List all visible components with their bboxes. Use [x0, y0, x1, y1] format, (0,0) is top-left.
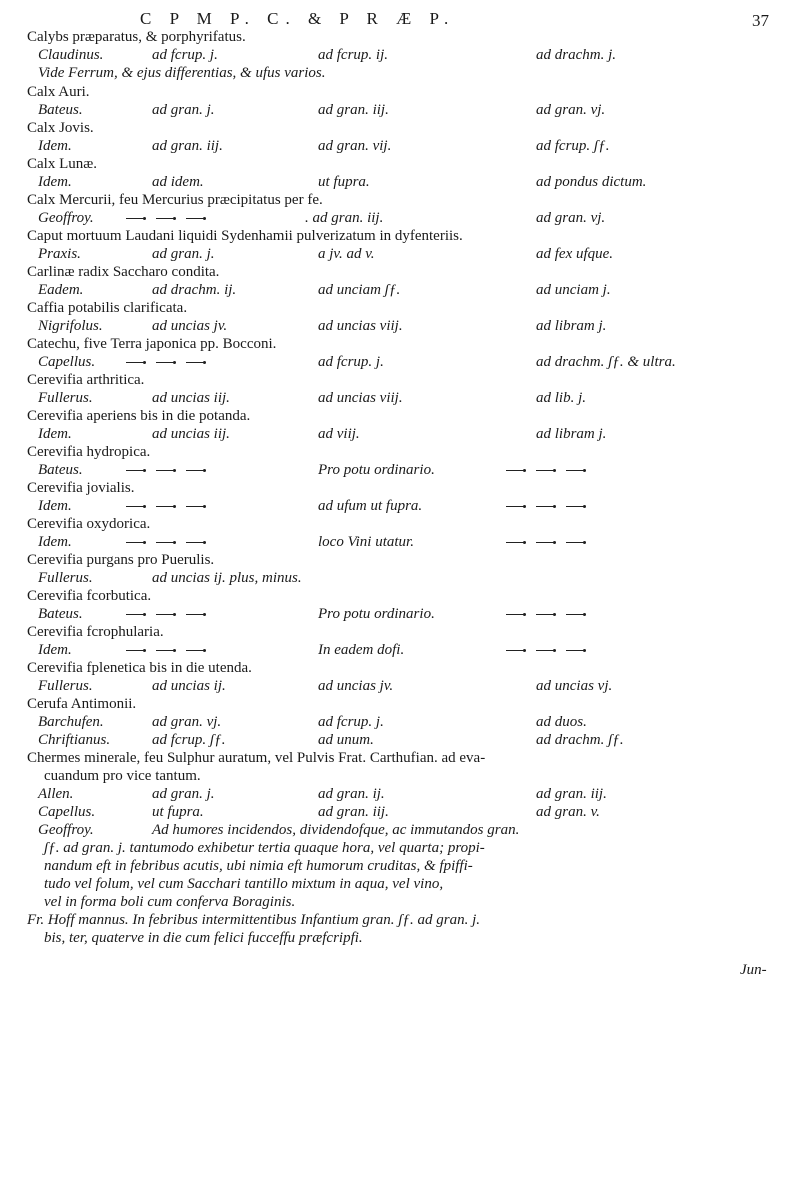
dash-rule — [500, 642, 590, 659]
paragraph-line: Fr. Hoff mannus. In febribus intermittentibus Infantium gran. ʃƒ. ad gran. j. — [27, 912, 481, 928]
dose: ad drachm. ʃƒ. & ultra. — [536, 354, 676, 370]
entry-heading: Cerevifia aperiens bis in die potanda. — [27, 408, 251, 424]
dose: ad uncias iij. — [152, 390, 230, 406]
dose: ad fcrup. ʃƒ. — [536, 138, 610, 154]
dose: ut fupra. — [152, 804, 204, 820]
page-number: 37 — [752, 11, 769, 30]
dose: ad fcrup. j. — [318, 714, 384, 730]
author: Idem. — [38, 426, 72, 442]
author: Geoffroy. — [38, 210, 94, 226]
dose: ad gran. iij. — [318, 102, 389, 118]
dose: ad fcrup. ij. — [318, 47, 388, 63]
dose: ad drachm. j. — [536, 47, 616, 63]
cross-reference: Vide Ferrum, & ejus differentias, & ufus varios. — [38, 65, 326, 81]
entry-heading: Cerevifia fcorbutica. — [27, 588, 152, 604]
author: Praxis. — [38, 246, 81, 262]
dash-rule — [120, 210, 210, 227]
dose: ad gran. j. — [152, 246, 215, 262]
dose: ad libram j. — [536, 318, 607, 334]
paragraph-line: ʃƒ. ad gran. j. tantumodo exhibetur tertia quaque hora, vel quarta; propi- — [44, 840, 485, 856]
usage-note: In eadem dofi. — [318, 642, 405, 658]
dose: ad uncias vj. — [536, 678, 613, 694]
dose: ad pondus dictum. — [536, 174, 647, 190]
author: Idem. — [38, 642, 72, 658]
dose: ad gran. iij. — [536, 786, 607, 802]
dash-rule — [120, 354, 210, 371]
dash-rule — [120, 462, 210, 479]
dose: ad lib. j. — [536, 390, 587, 406]
dose: ad gran. iij. — [152, 138, 223, 154]
entry-heading: Carlinæ radix Saccharo condita. — [27, 264, 220, 280]
entry-heading: Caput mortuum Laudani liquidi Sydenhamii pulverizatum in dyfenteriis. — [27, 228, 463, 244]
author: Geoffroy. — [38, 822, 94, 838]
dash-rule — [120, 606, 210, 623]
author: Idem. — [38, 174, 72, 190]
dose: ad fcrup. j. — [152, 47, 218, 63]
entry-heading: Cerevifia hydropica. — [27, 444, 151, 460]
entry-heading: Cerevifia fplenetica bis in die utenda. — [27, 660, 252, 676]
entry-heading: Calx Mercurii, feu Mercurius præcipitatus per fe. — [27, 192, 323, 208]
dose: ad gran. vj. — [536, 210, 606, 226]
dose: ut fupra. — [318, 174, 370, 190]
dose: ad gran. v. — [536, 804, 600, 820]
dose: ad gran. vij. — [318, 138, 392, 154]
dash-rule — [120, 498, 210, 515]
author: Nigrifolus. — [38, 318, 103, 334]
entry-heading: Calx Lunæ. — [27, 156, 97, 172]
dose: ad fcrup. j. — [318, 354, 384, 370]
dose: ad gran. ij. — [318, 786, 385, 802]
dose: ad uncias jv. — [318, 678, 394, 694]
entry-heading: Calx Jovis. — [27, 120, 94, 136]
author: Claudinus. — [38, 47, 104, 63]
author: Fullerus. — [38, 390, 93, 406]
entry-heading: Cerevifia jovialis. — [27, 480, 135, 496]
entry-heading: Cerevifia purgans pro Puerulis. — [27, 552, 215, 568]
author: Barchufen. — [38, 714, 104, 730]
dose: ad unciam j. — [536, 282, 611, 298]
catchword: Jun- — [740, 962, 767, 978]
author: Idem. — [38, 534, 72, 550]
dose: ad fcrup. ʃƒ. — [152, 732, 226, 748]
entry-heading: Catechu, five Terra japonica pp. Bocconi. — [27, 336, 277, 352]
dose: ad idem. — [152, 174, 204, 190]
paragraph-line: vel in forma boli cum conferva Boraginis. — [44, 894, 296, 910]
author: Eadem. — [38, 282, 84, 298]
dose: ad uncias ij. plus, minus. — [152, 570, 302, 586]
usage-note: Pro potu ordinario. — [318, 606, 435, 622]
dash-rule — [120, 534, 210, 551]
entry-heading: Caffia potabilis clarificata. — [27, 300, 188, 316]
dose: ad uncias viij. — [318, 318, 403, 334]
dose: ad fex ufque. — [536, 246, 614, 262]
dose: ad duos. — [536, 714, 587, 730]
author: Chriftianus. — [38, 732, 111, 748]
author: Allen. — [38, 786, 74, 802]
dose: a jv. ad v. — [318, 246, 375, 262]
dose: ad libram j. — [536, 426, 607, 442]
usage-note: loco Vini utatur. — [318, 534, 414, 550]
dose: ad uncias iij. — [152, 426, 230, 442]
author: Capellus. — [38, 354, 96, 370]
author: Fullerus. — [38, 570, 93, 586]
dose: ad gran. vj. — [536, 102, 606, 118]
dash-rule — [120, 642, 210, 659]
paragraph-line: bis, ter, quaterve in die cum felici fucceffu præfcripfi. — [44, 930, 363, 946]
dose: ad gran. j. — [152, 786, 215, 802]
usage-note: ad ufum ut fupra. — [318, 498, 423, 514]
dose: ad gran. iij. — [318, 804, 389, 820]
entry-heading: Cerevifia oxydorica. — [27, 516, 151, 532]
author: Capellus. — [38, 804, 96, 820]
usage-note: Pro potu ordinario. — [318, 462, 435, 478]
dose: ad drachm. ij. — [152, 282, 237, 298]
paragraph-line: tudo vel folum, vel cum Sacchari tantillo mixtum in aqua, vel vino, — [44, 876, 444, 892]
dose: ad drachm. ʃƒ. — [536, 732, 624, 748]
entry-heading: Cerufa Antimonii. — [27, 696, 137, 712]
dose: ad uncias ij. — [152, 678, 226, 694]
dose: ad uncias jv. — [152, 318, 228, 334]
entry-heading: Calx Auri. — [27, 84, 90, 100]
paragraph-line: nandum eft in febribus acutis, ubi nimia eft humorum cruditas, & fpiffi- — [44, 858, 473, 874]
author: Bateus. — [38, 102, 83, 118]
dose: ad viij. — [318, 426, 360, 442]
author: Idem. — [38, 138, 72, 154]
dose: ad uncias viij. — [318, 390, 403, 406]
author: Fullerus. — [38, 678, 93, 694]
dose: ad unciam ʃƒ. — [318, 282, 401, 298]
dose: ad gran. vj. — [152, 714, 222, 730]
entry-heading-continued: cuandum pro vice tantum. — [44, 768, 201, 784]
dash-rule — [500, 606, 590, 623]
entry-heading: Cerevifia fcrophularia. — [27, 624, 164, 640]
author: Bateus. — [38, 462, 83, 478]
dash-rule — [500, 498, 590, 515]
dash-rule — [500, 534, 590, 551]
paragraph-line: Ad humores incidendos, dividendofque, ac immutandos gran. — [152, 822, 520, 838]
author: Bateus. — [38, 606, 83, 622]
author: Idem. — [38, 498, 72, 514]
dash-rule — [500, 462, 590, 479]
dose: ad gran. j. — [152, 102, 215, 118]
dose: ad unum. — [318, 732, 374, 748]
entry-heading: Calybs præparatus, & porphyrifatus. — [27, 29, 246, 45]
entry-heading: Cerevifia arthritica. — [27, 372, 145, 388]
entry-heading: Chermes minerale, feu Sulphur auratum, vel Pulvis Frat. Carthufian. ad eva- — [27, 750, 486, 766]
running-title: C P M P. C. & P R Æ P. — [140, 9, 456, 28]
dose: . ad gran. iij. — [305, 210, 384, 226]
